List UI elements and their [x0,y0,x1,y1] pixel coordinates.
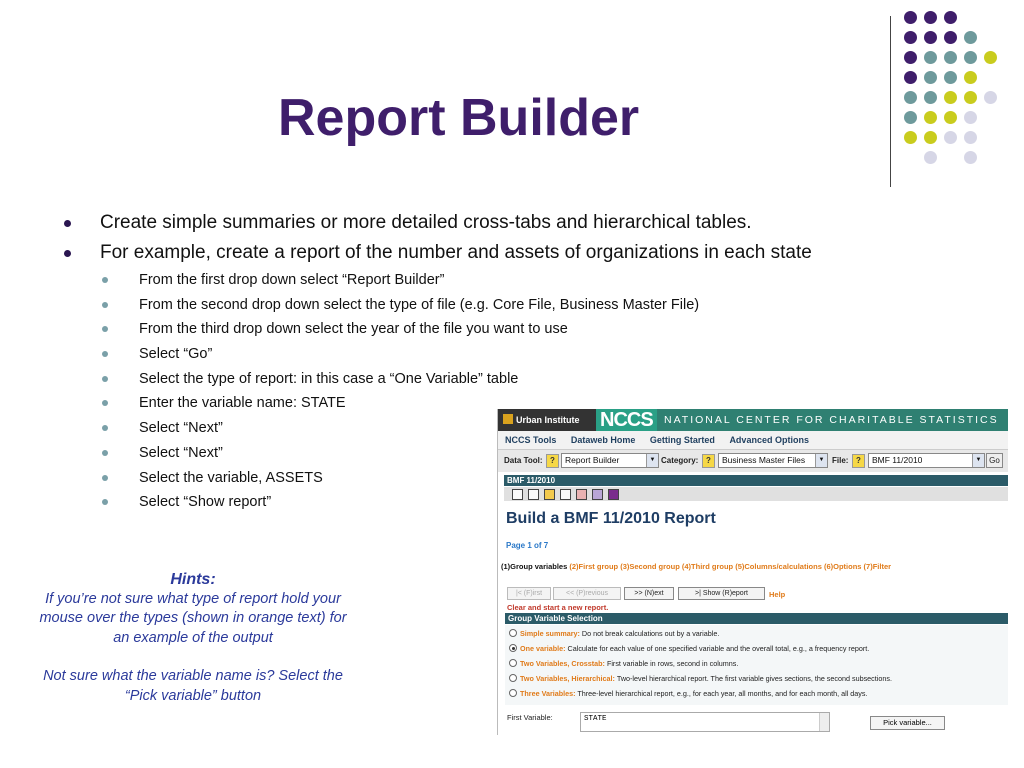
grid-dot [944,91,957,104]
edit-icon[interactable] [544,489,555,500]
data-tool-value: Report Builder [565,455,620,465]
bullet-item: Create simple summaries or more detailed cross-tabs and hierarchical tables. [64,208,994,238]
grid-dot [984,51,997,64]
decorative-dot-grid [904,11,1024,171]
grid-dot [944,71,957,84]
sub-bullet-item: Select the type of report: in this case a “One Variable” table [64,367,994,392]
center-name: NATIONAL CENTER FOR CHARITABLE STATISTICS [664,414,999,426]
grid-dot [904,111,917,124]
sub-bullet-item: From the second drop down select the type of file (e.g. Core File, Business Master File) [64,293,994,318]
nccs-screenshot [497,409,1008,735]
category-select[interactable] [718,453,828,468]
group-options [505,625,1008,705]
hints-heading: Hints: [170,571,216,588]
grid-dot [964,111,977,124]
radio-button[interactable] [509,629,517,637]
report-heading: Build a BMF 11/2010 Report [506,510,716,527]
page-indicator: Page 1 of 7 [506,541,549,550]
nccs-logo: NCCS [596,409,657,431]
option-hierarchical[interactable]: Two Variables, Hierarchical: Two-level hierarchical report. The first variable gives sections, the second subsections. [509,674,892,683]
group-variable-heading: Group Variable Selection [505,613,1008,624]
nav-item-advanced-options[interactable]: Advanced Options [729,435,809,445]
step-links[interactable]: (2)First group (3)Second group (4)Third group (5)Columns/calculations (6)Options (7)Filter [569,562,892,571]
option-three-variables[interactable]: Three Variables: Three-level hierarchical report, e.g., for each year, all months, and for each month, all days. [509,689,867,698]
grid-dot [964,71,977,84]
title-divider [890,16,891,187]
nav-item-getting-started[interactable]: Getting Started [649,435,715,445]
urban-institute-logo [498,409,596,431]
option-crosstab[interactable]: Two Variables, Crosstab: First variable in rows, second in columns. [509,659,738,668]
print-icon[interactable] [576,489,587,500]
nav-item-dataweb-home[interactable]: Dataweb Home [570,435,636,445]
grid-dot [964,151,977,164]
file-value: BMF 11/2010 [872,455,923,465]
hint-text: If you’re not sure what type of report hold your mouse over the types (shown in orange text) for an example of the output [39,590,347,646]
radio-button[interactable] [509,659,517,667]
data-tool-help-button[interactable]: ? [546,454,559,468]
radio-button-selected[interactable] [509,644,517,652]
go-button[interactable]: Go [986,453,1003,468]
hints-box [30,570,356,706]
grid-dot [964,51,977,64]
file-select[interactable] [868,453,985,468]
grid-dot [944,51,957,64]
grid-dot [944,111,957,124]
table-icon[interactable] [560,489,571,500]
urban-institute-icon [503,414,513,424]
option-simple-summary[interactable]: Simple summary: Do not break calculations out by a variable. [509,629,719,638]
grid-dot [964,31,977,44]
grid-dot [924,31,937,44]
show-report-button[interactable]: >| Show (R)eport [678,587,765,600]
grid-dot [924,131,937,144]
chevron-down-icon: ▼ [815,454,827,467]
toolbar-icon-row [504,487,1008,501]
sub-bullet-item: Select “Show report” [64,490,994,515]
help-link[interactable]: Help [769,590,786,599]
chevron-down-icon: ▼ [972,454,984,467]
grid-dot [904,11,917,24]
previous-button[interactable]: << (P)revious [553,587,621,600]
grid-dot [904,31,917,44]
grid-dot [924,71,937,84]
grid-dot [904,71,917,84]
next-button[interactable]: >> (N)ext [624,587,674,600]
grid-dot [924,111,937,124]
new-report-icon[interactable] [512,489,523,500]
sub-bullet-item: Select the variable, ASSETS [64,466,994,491]
sub-bullet-item: Select “Go” [64,342,994,367]
grid-dot [944,131,957,144]
grid-dot [944,11,957,24]
sub-bullet-item: Enter the variable name: STATE [64,391,994,416]
slide-title: Report Builder [278,89,640,147]
sub-bullet-item: Select “Next” [64,441,994,466]
file-help-button[interactable]: ? [852,454,865,468]
bullet-item: For example, create a report of the number and assets of organizations in each state [64,238,994,268]
grid-dot [964,131,977,144]
close-icon[interactable] [528,489,539,500]
grid-dot [924,51,937,64]
file-label: File: [832,456,849,465]
nccs-banner [498,409,1008,431]
sub-bullet-item: From the third drop down select the year of the file you want to use [64,317,994,342]
nav-item-nccs-tools[interactable]: NCCS Tools [505,435,557,445]
file-title-bar: BMF 11/2010 [504,475,1008,486]
first-variable-input[interactable] [580,712,830,732]
first-button[interactable]: |< (F)irst [507,587,551,600]
grid-dot [984,91,997,104]
first-variable-label: First Variable: [507,713,553,722]
grid-dot [904,51,917,64]
pick-variable-button[interactable]: Pick variable... [870,716,945,730]
chevron-down-icon: ▼ [646,454,658,467]
help-icon[interactable] [608,489,619,500]
grid-dot [924,151,937,164]
radio-button[interactable] [509,674,517,682]
sub-bullet-item: Select “Next” [64,416,994,441]
step-current[interactable]: (1)Group variables [501,562,568,571]
category-help-button[interactable]: ? [702,454,715,468]
data-tool-select[interactable] [561,453,659,468]
grid-dot [924,91,937,104]
grid-dot [904,91,917,104]
grid-dot [904,131,917,144]
sub-bullet-item: From the first drop down select “Report Builder” [64,268,994,293]
tool-selector-row [498,450,1008,472]
clear-link[interactable]: Clear and start a new report. [507,603,609,612]
step-tabs [501,562,891,571]
category-label: Category: [661,456,699,465]
radio-button[interactable] [509,689,517,697]
option-one-variable[interactable]: One variable: Calculate for each value of one specified variable and the overall total, e.g., a frequency report. [509,644,869,653]
org-name: Urban Institute [516,415,580,425]
grid-dot [964,91,977,104]
first-variable-value: STATE [584,715,607,723]
scrollbar[interactable] [819,713,829,731]
category-value: Business Master Files [722,455,806,465]
grid-dot [924,11,937,24]
hint-text: Not sure what the variable name is? Select the “Pick variable” button [43,668,343,704]
data-tool-label: Data Tool: [504,456,543,465]
grid-dot [944,31,957,44]
save-icon[interactable] [592,489,603,500]
nccs-nav [498,431,1008,450]
